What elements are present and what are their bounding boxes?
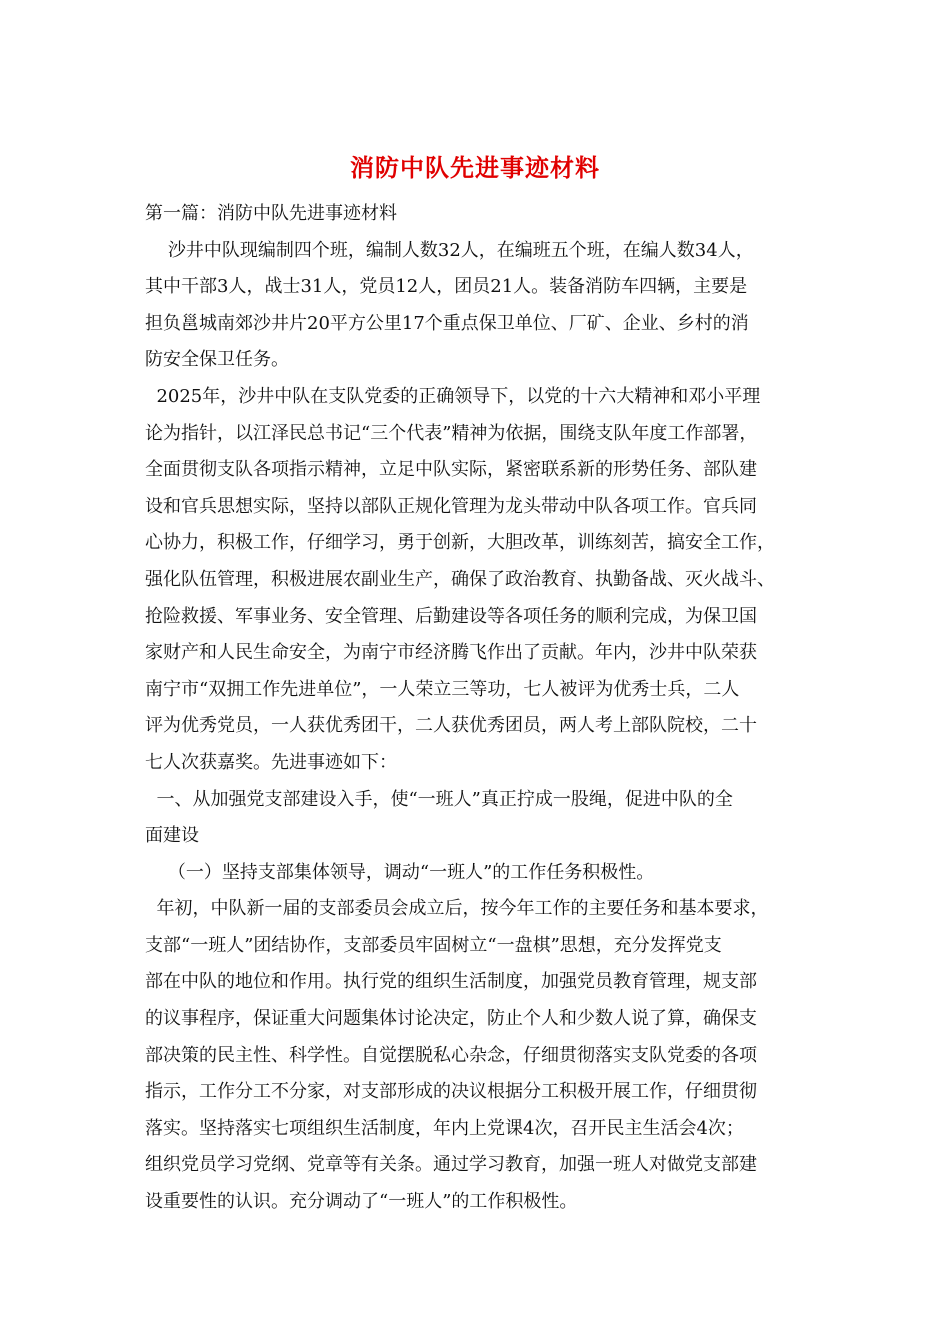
body-line: 年初，中队新一届的支部委员会成立后，按今年工作的主要任务和基本要求， xyxy=(145,898,769,920)
body-line: 一、从加强党支部建设入手，使“一班人”真正拧成一股绳，促进中队的全 xyxy=(145,788,733,810)
body-line: 的议事程序，保证重大问题集体讨论决定，防止个人和少数人说了算，确保支 xyxy=(145,1008,757,1030)
body-line: 防安全保卫任务。 xyxy=(145,349,289,371)
body-line: 强化队伍管理，积极进展农副业生产，确保了政治教育、执勤备战、灭火战斗、 xyxy=(145,568,775,590)
body-line: 指示，工作分工不分家，对支部形成的决议根据分工积极开展工作，仔细贯彻 xyxy=(145,1081,757,1103)
body-line: （一）坚持支部集体领导，调动“一班人”的工作任务积极性。 xyxy=(145,861,655,883)
body-line: 支部“一班人”团结协作，支部委员牢固树立“一盘棋”思想，充分发挥党支 xyxy=(145,934,722,956)
body-line: 部决策的民主性、科学性。自觉摆脱私心杂念，仔细贯彻落实支队党委的各项 xyxy=(145,1044,757,1066)
body-line: 论为指针，以江泽民总书记“三个代表”精神为依据，围绕支队年度工作部署， xyxy=(145,422,758,444)
body-line: 南宁市“双拥工作先进单位”，一人荣立三等功，七人被评为优秀士兵，二人 xyxy=(145,678,740,700)
body-line: 落实。坚持落实七项组织生活制度，年内上党课4次，召开民主生活会4次； xyxy=(145,1117,744,1139)
body-line: 设重要性的认识。充分调动了“一班人”的工作积极性。 xyxy=(145,1191,578,1213)
body-line: 组织党员学习党纲、党章等有关条。通过学习教育，加强一班人对做党支部建 xyxy=(145,1154,757,1176)
body-line: 心协力，积极工作，仔细学习，勇于创新，大胆改革，训练刻苦，搞安全工作， xyxy=(145,532,775,554)
body-line: 全面贯彻支队各项指示精神，立足中队实际，紧密联系新的形势任务、部队建 xyxy=(145,459,757,481)
body-line: 评为优秀党员，一人获优秀团干，二人获优秀团员，两人考上部队院校，二十 xyxy=(145,715,757,737)
body-line: 家财产和人民生命安全，为南宁市经济腾飞作出了贡献。年内，沙井中队荣获 xyxy=(145,642,757,664)
body-line: 部在中队的地位和作用。执行党的组织生活制度，加强党员教育管理，规支部 xyxy=(145,971,757,993)
body-line: 2025年，沙井中队在支队党委的正确领导下，以党的十六大精神和邓小平理 xyxy=(145,385,761,407)
body-line: 七人次获嘉奖。先进事迹如下： xyxy=(145,751,397,773)
body-line: 面建设 xyxy=(145,825,199,847)
body-line: 第一篇：消防中队先进事迹材料 xyxy=(145,203,397,224)
body-line: 其中干部3人，战士31人，党员12人，团员21人。装备消防车四辆，主要是 xyxy=(145,276,748,298)
body-line: 担负邕城南郊沙井片20平方公里17个重点保卫单位、厂矿、企业、乡村的消 xyxy=(145,312,749,334)
document-body xyxy=(145,196,805,1221)
document-title: 消防中队先进事迹材料 xyxy=(350,153,600,182)
body-line: 沙井中队现编制四个班，编制人数32人，在编班五个班，在编人数34人， xyxy=(145,239,754,261)
body-line: 抢险救援、军事业务、安全管理、后勤建设等各项任务的顺利完成，为保卫国 xyxy=(145,605,757,627)
body-line: 设和官兵思想实际，坚持以部队正规化管理为龙头带动中队各项工作。官兵同 xyxy=(145,495,757,517)
